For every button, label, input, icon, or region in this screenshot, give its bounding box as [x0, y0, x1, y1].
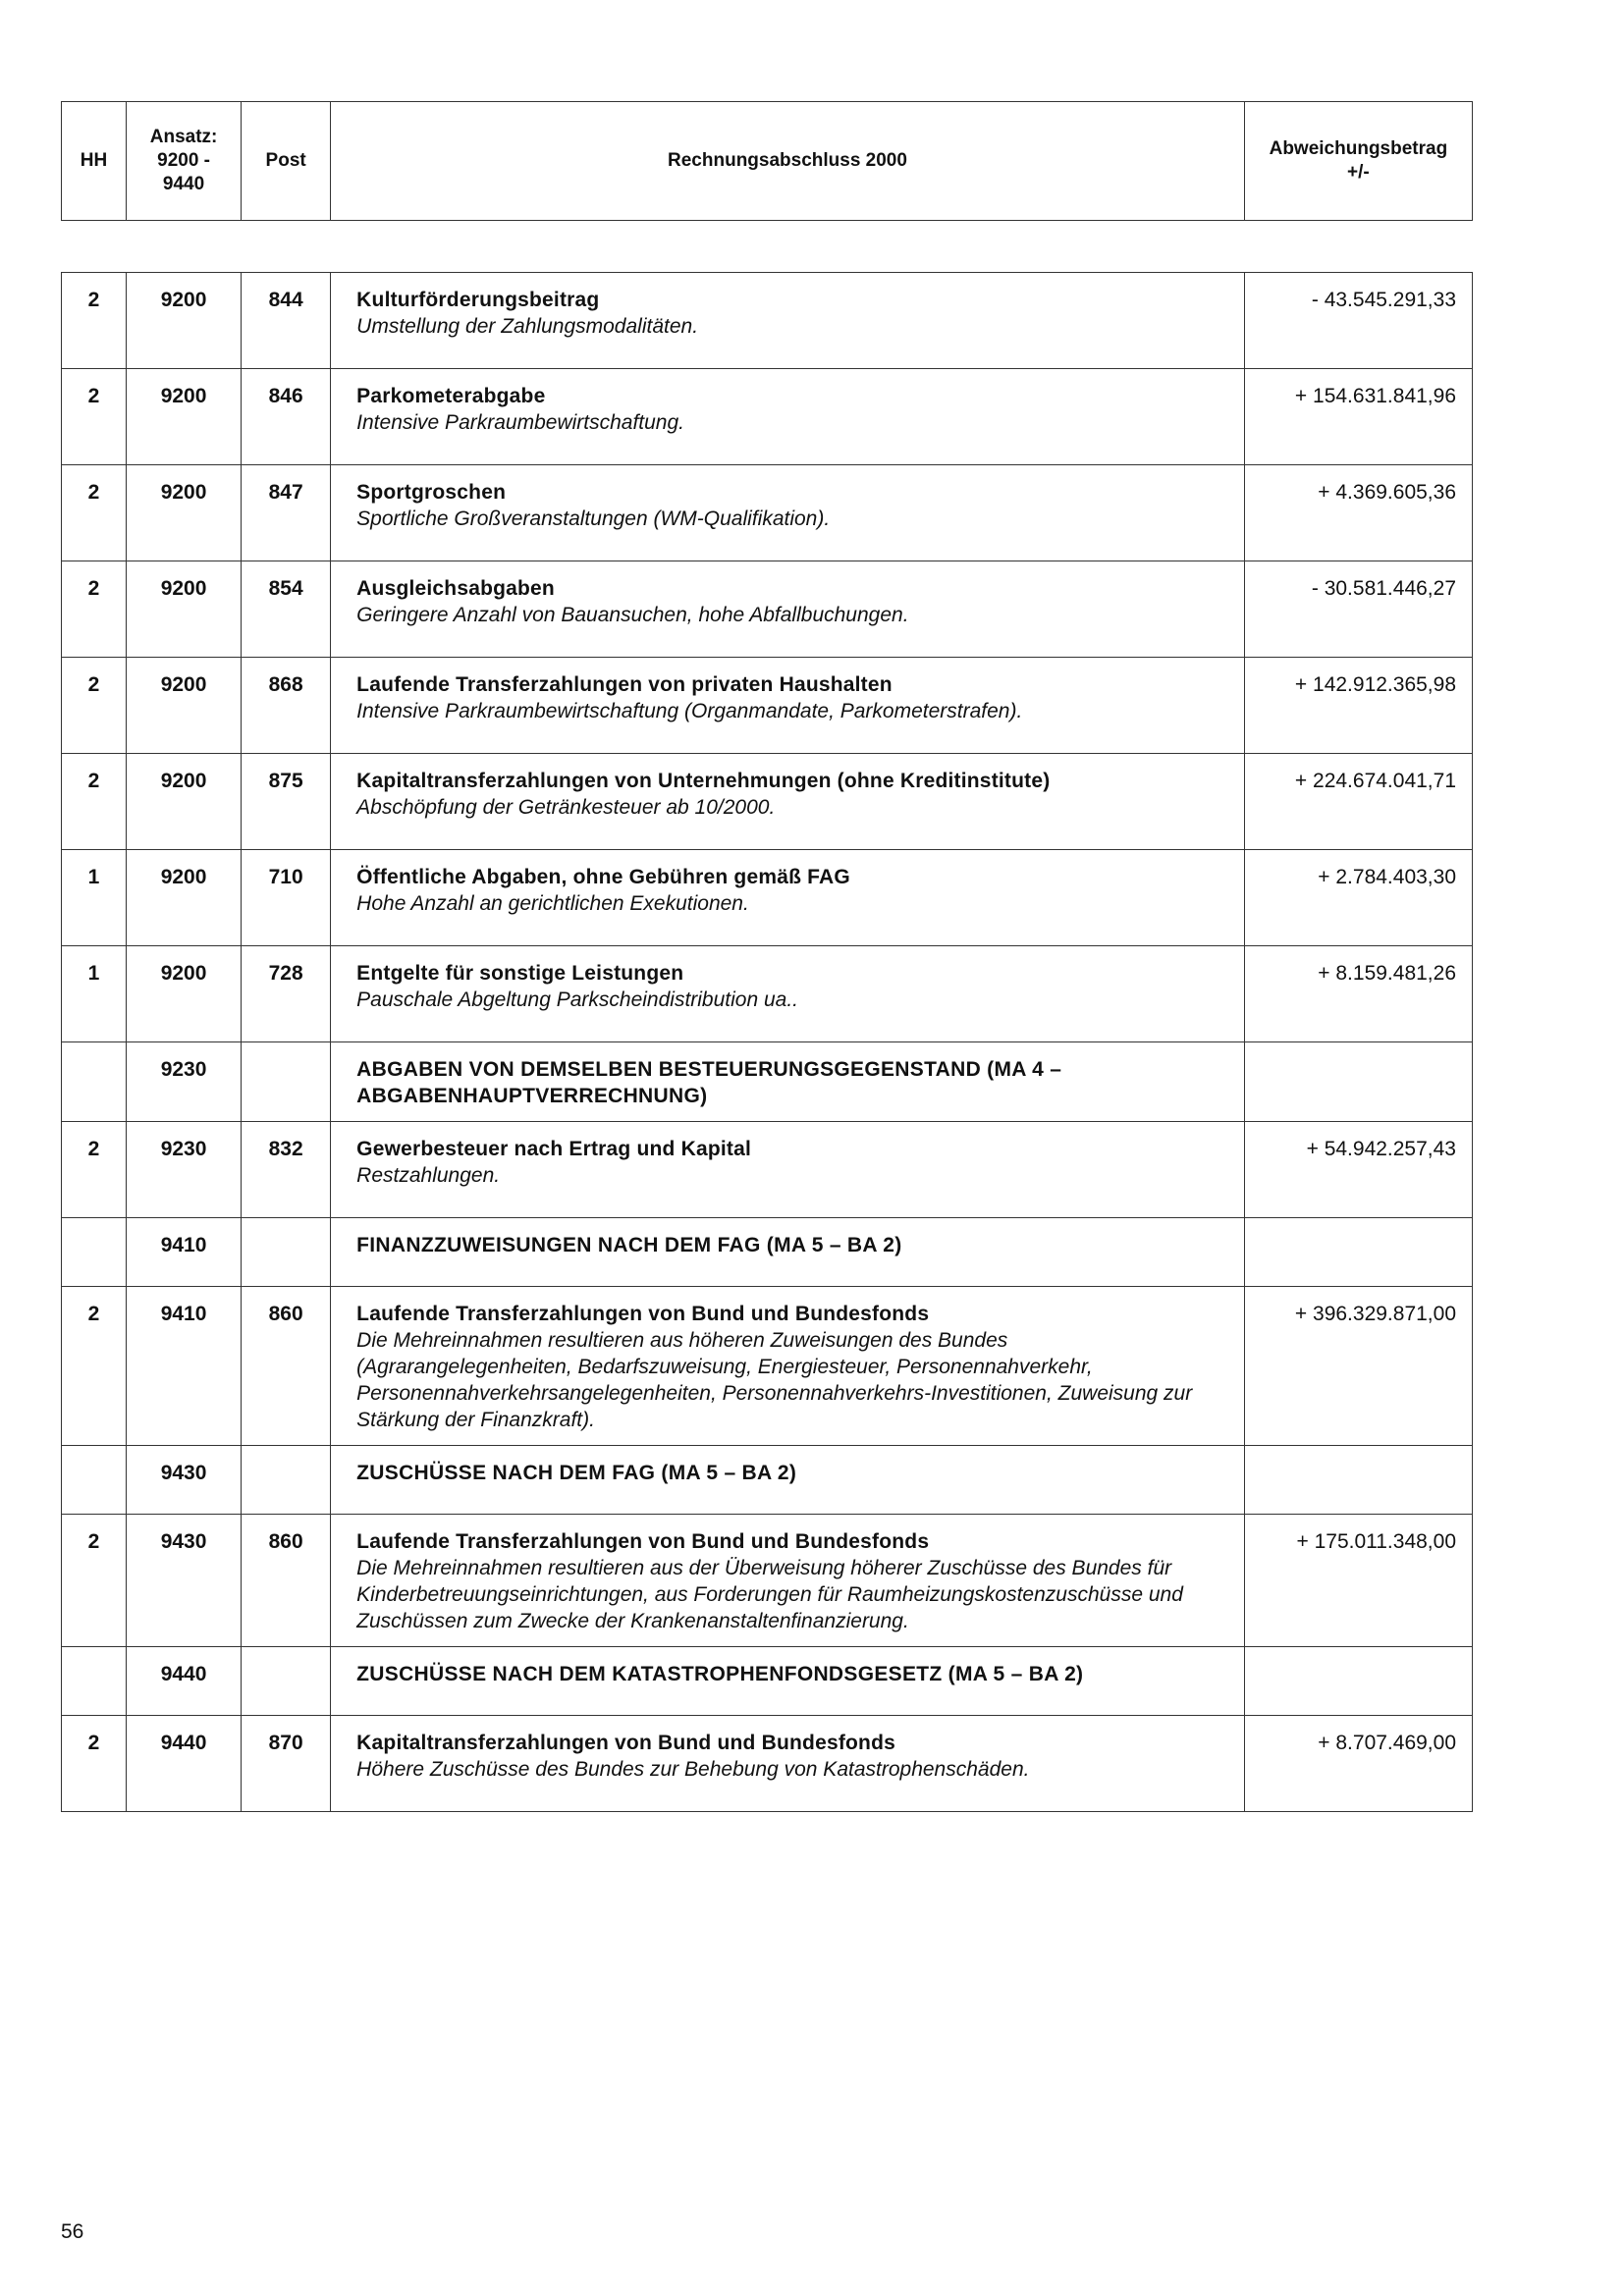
cell-post [242, 1647, 331, 1716]
cell-post: 860 [242, 1515, 331, 1647]
cell-hh: 1 [62, 850, 127, 946]
cell-post: 846 [242, 369, 331, 465]
cell-ansatz: 9410 [127, 1218, 242, 1287]
item-title: Parkometerabgabe [356, 385, 546, 407]
table-row [62, 1515, 1473, 1647]
section-row [62, 1218, 1473, 1287]
cell-ansatz: 9200 [127, 561, 242, 658]
table-row [62, 1122, 1473, 1218]
cell-description [331, 1446, 1245, 1515]
item-title: Sportgroschen [356, 481, 507, 504]
cell-amount: - 43.545.291,33 [1244, 273, 1472, 369]
item-title: Laufende Transferzahlungen von Bund und Bundesfonds [356, 1530, 930, 1553]
table-row [62, 465, 1473, 561]
header-ansatz-line3: 9440 [162, 174, 205, 194]
cell-ansatz: 9200 [127, 946, 242, 1042]
table-row [62, 369, 1473, 465]
cell-amount: + 396.329.871,00 [1244, 1287, 1472, 1446]
item-note: Sportliche Großveranstaltungen (WM-Qualifikation). [356, 507, 831, 530]
section-title: ZUSCHÜSSE NACH DEM KATASTROPHENFONDSGESETZ (MA 5 – BA 2) [356, 1663, 1084, 1685]
cell-amount: - 30.581.446,27 [1244, 561, 1472, 658]
cell-hh [62, 1446, 127, 1515]
cell-amount: + 8.707.469,00 [1244, 1716, 1472, 1812]
table-row [62, 561, 1473, 658]
cell-ansatz: 9430 [127, 1515, 242, 1647]
cell-description [331, 1042, 1245, 1122]
cell-ansatz: 9200 [127, 273, 242, 369]
cell-description [331, 1218, 1245, 1287]
header-ansatz-line1: Ansatz: [149, 127, 218, 147]
cell-hh: 2 [62, 1122, 127, 1218]
table-body [61, 272, 1473, 1812]
header-post: Post [242, 102, 331, 221]
cell-post: 875 [242, 754, 331, 850]
section-title: ABGABEN VON DEMSELBEN BESTEUERUNGSGEGENSTAND (MA 4 – ABGABENHAUPTVERRECHNUNG) [356, 1058, 1062, 1107]
cell-description [331, 1716, 1245, 1812]
cell-post: 870 [242, 1716, 331, 1812]
item-title: Kapitaltransferzahlungen von Unternehmungen (ohne Kreditinstitute) [356, 770, 1051, 792]
item-note: Intensive Parkraumbewirtschaftung (Organmandate, Parkometerstrafen). [356, 700, 1023, 722]
cell-description [331, 369, 1245, 465]
cell-post [242, 1042, 331, 1122]
item-note: Restzahlungen. [356, 1164, 501, 1187]
table-row [62, 273, 1473, 369]
item-note: Die Mehreinnahmen resultieren aus der Überweisung höherer Zuschüsse des Bundes für Kinderbetreuungseinrichtungen, aus Forderungen für Raumheizungskostenzuschüsse und Zuschüssen zum Zwecke der Krankenanstaltenfinanzierung. [356, 1557, 1183, 1632]
cell-post: 868 [242, 658, 331, 754]
cell-amount [1244, 1446, 1472, 1515]
cell-ansatz: 9200 [127, 754, 242, 850]
cell-hh: 2 [62, 273, 127, 369]
cell-ansatz: 9230 [127, 1122, 242, 1218]
cell-hh: 2 [62, 561, 127, 658]
cell-hh: 2 [62, 1716, 127, 1812]
cell-description [331, 1122, 1245, 1218]
cell-description [331, 658, 1245, 754]
header-amount-line1: Abweichungsbetrag [1269, 138, 1448, 159]
cell-amount: + 54.942.257,43 [1244, 1122, 1472, 1218]
cell-ansatz: 9200 [127, 369, 242, 465]
cell-description [331, 1287, 1245, 1446]
section-row [62, 1647, 1473, 1716]
cell-amount [1244, 1218, 1472, 1287]
cell-hh [62, 1218, 127, 1287]
header-title: Rechnungsabschluss 2000 [331, 102, 1245, 221]
header-amount-line2: +/- [1347, 162, 1370, 183]
cell-amount [1244, 1647, 1472, 1716]
section-title: ZUSCHÜSSE NACH DEM FAG (MA 5 – BA 2) [356, 1462, 797, 1484]
table-row [62, 946, 1473, 1042]
cell-post: 860 [242, 1287, 331, 1446]
cell-post: 728 [242, 946, 331, 1042]
item-note: Pauschale Abgeltung Parkscheindistribution ua.. [356, 988, 799, 1011]
cell-description [331, 850, 1245, 946]
item-title: Ausgleichsabgaben [356, 577, 555, 600]
cell-hh: 2 [62, 754, 127, 850]
table-header [61, 101, 1473, 221]
header-amount [1244, 102, 1472, 221]
section-title: FINANZZUWEISUNGEN NACH DEM FAG (MA 5 – BA 2) [356, 1234, 902, 1256]
item-note: Die Mehreinnahmen resultieren aus höheren Zuweisungen des Bundes (Agrarangelegenheiten, Bedarfszuweisung, Energiesteuer, Personennahverkehr, Personennahverkehrsangelegenheiten, Personennahverkehrs-Investitionen, Zuweisung zur Stärkung der Finanzkraft). [356, 1329, 1193, 1431]
cell-description [331, 561, 1245, 658]
cell-post [242, 1218, 331, 1287]
page-number: 56 [61, 2220, 84, 2243]
cell-post: 847 [242, 465, 331, 561]
item-title: Laufende Transferzahlungen von Bund und Bundesfonds [356, 1303, 930, 1325]
cell-ansatz: 9230 [127, 1042, 242, 1122]
cell-post [242, 1446, 331, 1515]
cell-amount: + 4.369.605,36 [1244, 465, 1472, 561]
item-note: Geringere Anzahl von Bauansuchen, hohe Abfallbuchungen. [356, 604, 909, 626]
cell-post: 854 [242, 561, 331, 658]
cell-amount: + 154.631.841,96 [1244, 369, 1472, 465]
item-title: Entgelte für sonstige Leistungen [356, 962, 684, 985]
item-title: Kulturförderungsbeitrag [356, 289, 600, 311]
cell-hh: 2 [62, 1287, 127, 1446]
cell-amount: + 2.784.403,30 [1244, 850, 1472, 946]
item-note: Höhere Zuschüsse des Bundes zur Behebung von Katastrophenschäden. [356, 1758, 1030, 1781]
cell-hh: 2 [62, 658, 127, 754]
item-note: Abschöpfung der Getränkesteuer ab 10/2000. [356, 796, 776, 819]
cell-amount: + 8.159.481,26 [1244, 946, 1472, 1042]
cell-description [331, 754, 1245, 850]
item-note: Umstellung der Zahlungsmodalitäten. [356, 315, 699, 338]
cell-amount: + 175.011.348,00 [1244, 1515, 1472, 1647]
table-row [62, 754, 1473, 850]
cell-amount: + 224.674.041,71 [1244, 754, 1472, 850]
cell-description [331, 946, 1245, 1042]
table-row [62, 658, 1473, 754]
cell-post: 832 [242, 1122, 331, 1218]
cell-post: 710 [242, 850, 331, 946]
section-row [62, 1446, 1473, 1515]
section-row [62, 1042, 1473, 1122]
item-note: Intensive Parkraumbewirtschaftung. [356, 411, 684, 434]
cell-description [331, 273, 1245, 369]
header-ansatz-line2: 9200 - [157, 150, 210, 171]
cell-description [331, 1647, 1245, 1716]
header-ansatz [127, 102, 242, 221]
cell-hh: 2 [62, 465, 127, 561]
item-title: Laufende Transferzahlungen von privaten Haushalten [356, 673, 893, 696]
table-row [62, 1287, 1473, 1446]
cell-hh: 2 [62, 1515, 127, 1647]
item-title: Gewerbesteuer nach Ertrag und Kapital [356, 1138, 752, 1160]
cell-hh [62, 1042, 127, 1122]
item-title: Öffentliche Abgaben, ohne Gebühren gemäß FAG [356, 866, 850, 888]
table-row [62, 850, 1473, 946]
item-title: Kapitaltransferzahlungen von Bund und Bundesfonds [356, 1732, 895, 1754]
header-hh: HH [62, 102, 127, 221]
cell-amount [1244, 1042, 1472, 1122]
cell-ansatz: 9200 [127, 465, 242, 561]
cell-ansatz: 9440 [127, 1716, 242, 1812]
table-row [62, 1716, 1473, 1812]
cell-ansatz: 9200 [127, 850, 242, 946]
item-note: Hohe Anzahl an gerichtlichen Exekutionen. [356, 892, 749, 915]
cell-hh: 2 [62, 369, 127, 465]
cell-ansatz: 9410 [127, 1287, 242, 1446]
cell-description [331, 1515, 1245, 1647]
cell-description [331, 465, 1245, 561]
cell-ansatz: 9430 [127, 1446, 242, 1515]
cell-amount: + 142.912.365,98 [1244, 658, 1472, 754]
cell-ansatz: 9440 [127, 1647, 242, 1716]
cell-post: 844 [242, 273, 331, 369]
cell-ansatz: 9200 [127, 658, 242, 754]
cell-hh: 1 [62, 946, 127, 1042]
cell-hh [62, 1647, 127, 1716]
